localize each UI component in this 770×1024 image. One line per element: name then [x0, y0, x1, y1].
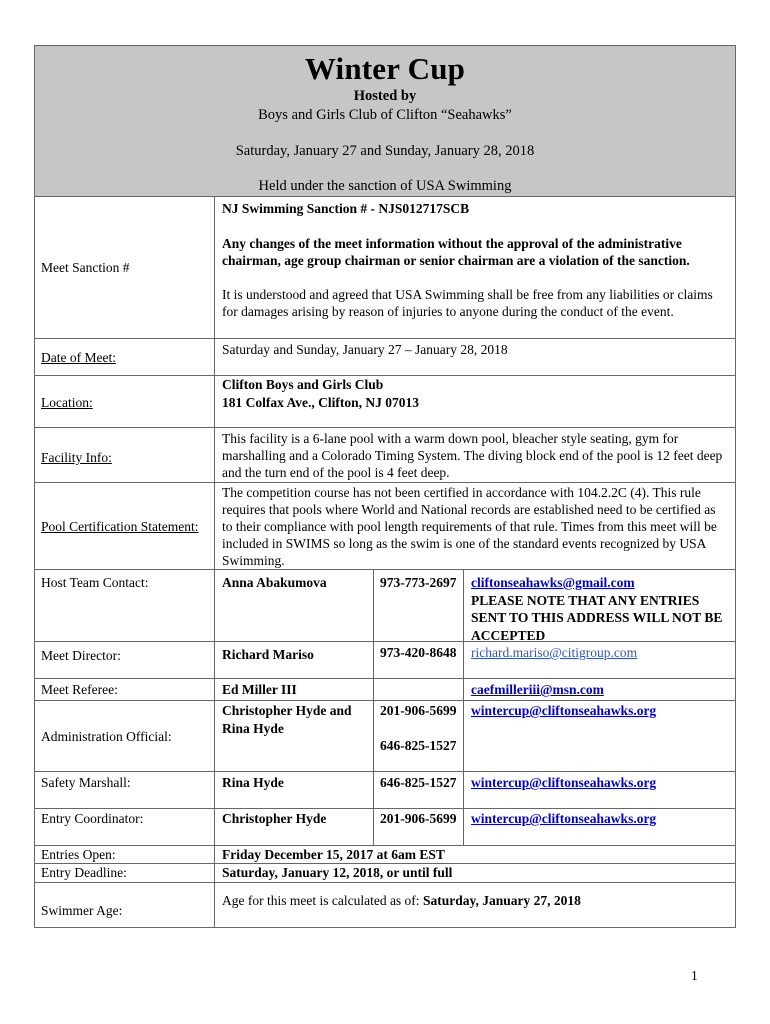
sanction-statement: Held under the sanction of USA Swimming — [258, 178, 512, 194]
location-address: 181 Colfax Ave., Clifton, NJ 07013 — [222, 395, 419, 410]
page-title: Winter Cup — [304, 51, 466, 86]
label-cell — [35, 701, 215, 771]
safety-marshall-name: Rina Hyde — [222, 775, 284, 790]
row-location — [34, 376, 736, 428]
label-cell — [35, 864, 215, 882]
entries-open-value: Friday December 15, 2017 at 6am EST — [222, 847, 445, 862]
entry-coordinator-phone: 201-906-5699 — [380, 811, 457, 826]
column-divider — [463, 772, 464, 808]
column-divider — [373, 809, 374, 845]
meet-referee-email-link[interactable]: caefmilleriii@msn.com — [471, 682, 604, 697]
entry-coordinator-label: Entry Coordinator: — [41, 811, 144, 826]
meet-header — [34, 45, 736, 197]
row-host-team-contact — [34, 570, 736, 642]
row-date-of-meet — [34, 339, 736, 376]
column-divider — [463, 809, 464, 845]
row-meet-sanction — [34, 197, 736, 339]
host-club: Boys and Girls Club of Clifton “Seahawks” — [258, 107, 512, 123]
host-contact-name: Anna Abakumova — [222, 575, 327, 590]
label-cell — [35, 809, 215, 845]
meet-director-email-link[interactable]: richard.mariso@citigroup.com — [471, 645, 638, 660]
label-cell — [35, 772, 215, 808]
row-entry-coordinator — [34, 809, 736, 846]
host-contact-phone: 973-773-2697 — [380, 575, 457, 590]
safety-marshall-email-link[interactable]: wintercup@cliftonseahawks.org — [471, 775, 657, 790]
row-pool-certification — [34, 483, 736, 570]
label-cell — [35, 339, 215, 375]
entries-open-label: Entries Open: — [41, 847, 116, 862]
date-of-meet-value: Saturday and Sunday, January 27 – January 28, 2018 — [222, 342, 508, 357]
host-contact-email-block — [471, 574, 733, 644]
label-cell — [35, 570, 215, 641]
swimmer-age-prefix: Age for this meet is calculated as of: — [222, 893, 420, 908]
row-administration-official — [34, 701, 736, 772]
row-meet-referee — [34, 679, 736, 701]
liability-statement: It is understood and agreed that USA Swimming shall be free from any liabilities or claims for damages arising by reason of injuries to anyone during the conduct of the event. — [222, 287, 713, 319]
safety-marshall-phone: 646-825-1527 — [380, 775, 457, 790]
row-entry-deadline — [34, 864, 736, 883]
meet-referee-label: Meet Referee: — [41, 682, 118, 697]
column-divider — [463, 642, 464, 678]
sanction-warning: Any changes of the meet information without the approval of the administrative chairman, age group chairman or senior chairman are a violation of the sanction. — [222, 236, 690, 268]
swimmer-age-value — [222, 892, 729, 909]
date-of-meet-label: Date of Meet: — [41, 350, 116, 365]
column-divider — [373, 772, 374, 808]
host-contact-label: Host Team Contact: — [41, 575, 149, 590]
column-divider — [463, 679, 464, 700]
admin-official-label: Administration Official: — [41, 729, 172, 744]
meet-sanction-label: Meet Sanction # — [41, 260, 130, 275]
host-contact-note: PLEASE NOTE THAT ANY ENTRIES SENT TO THIS ADDRESS WILL NOT BE ACCEPTED — [471, 592, 723, 643]
swimmer-age-label: Swimmer Age: — [41, 903, 123, 918]
swimmer-age-date: Saturday, January 27, 2018 — [422, 893, 581, 908]
admin-official-name: Christopher Hyde and Rina Hyde — [222, 703, 352, 736]
location-name: Clifton Boys and Girls Club — [222, 377, 384, 392]
admin-official-email-link[interactable]: wintercup@cliftonseahawks.org — [471, 703, 657, 718]
pool-certification-value: The competition course has not been certified in accordance with 104.2.2C (4). This rule requires that pools where World and National records are established need to be certified as to their compliance with pool length requirements of that rule. Times from this meet will be included in SWIMS so long as the swim is one of the standard events recognized by USA Swimming. — [222, 485, 717, 568]
host-contact-email-link[interactable]: cliftonseahawks@gmail.com — [471, 575, 635, 590]
row-facility-info — [34, 428, 736, 483]
entry-coordinator-name: Christopher Hyde — [222, 811, 327, 826]
column-divider — [373, 679, 374, 700]
facility-info-label: Facility Info: — [41, 450, 112, 465]
entry-deadline-value: Saturday, January 12, 2018, or until full — [222, 865, 453, 880]
column-divider — [463, 701, 464, 771]
row-swimmer-age — [34, 883, 736, 928]
column-divider — [373, 642, 374, 678]
label-cell — [35, 428, 215, 482]
column-divider — [373, 570, 374, 641]
location-label: Location: — [41, 395, 93, 410]
meet-referee-name: Ed Miller III — [222, 682, 297, 697]
meet-director-phone: 973-420-8648 — [380, 645, 457, 660]
pool-certification-label: Pool Certification Statement: — [41, 519, 199, 534]
column-divider — [373, 701, 374, 771]
admin-official-phone-2: 646-825-1527 — [380, 738, 457, 753]
meet-dates: Saturday, January 27 and Sunday, January 28, 2018 — [235, 143, 535, 159]
safety-marshall-label: Safety Marshall: — [41, 775, 131, 790]
label-cell — [35, 197, 215, 338]
page-number: 1 — [691, 968, 698, 983]
row-meet-director — [34, 642, 736, 679]
facility-info-value: This facility is a 6-lane pool with a warm down pool, bleacher style seating, gym for marshalling and a Colorado Timing System. The diving block end of the pool is 12 feet deep and the turn end of the pool is 4 feet deep. — [222, 431, 723, 480]
label-cell — [35, 642, 215, 678]
meet-director-label: Meet Director: — [41, 648, 121, 663]
entry-coordinator-email-link[interactable]: wintercup@cliftonseahawks.org — [471, 811, 657, 826]
label-cell — [35, 376, 215, 427]
label-cell — [35, 483, 215, 569]
label-cell — [35, 883, 215, 927]
admin-official-phone-1: 201-906-5699 — [380, 703, 457, 718]
hosted-by-label: Hosted by — [353, 88, 417, 104]
entry-deadline-label: Entry Deadline: — [41, 865, 127, 880]
meet-director-name: Richard Mariso — [222, 647, 314, 662]
row-entries-open — [34, 846, 736, 864]
label-cell — [35, 846, 215, 863]
column-divider — [463, 570, 464, 641]
label-cell — [35, 679, 215, 700]
row-safety-marshall — [34, 772, 736, 809]
sanction-number: NJ Swimming Sanction # - NJS012717SCB — [222, 201, 470, 216]
